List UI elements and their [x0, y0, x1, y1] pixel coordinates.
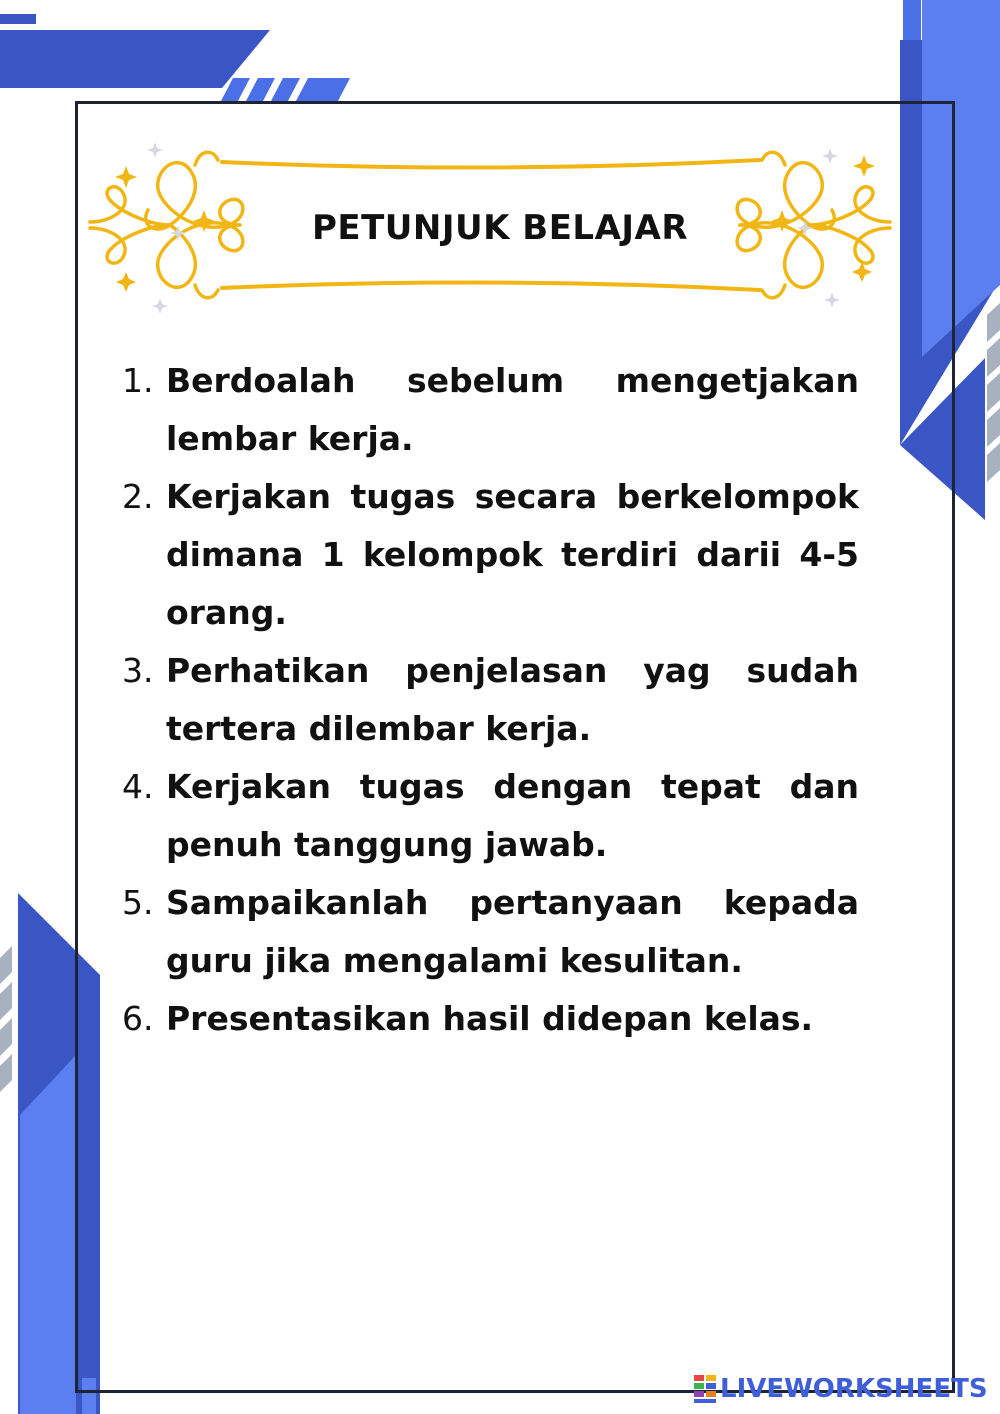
item-text: Berdoalah sebelum mengetjakan lembar kerja.: [166, 361, 859, 458]
item-number: 3.: [122, 651, 154, 690]
item-number: 1.: [122, 361, 154, 400]
list-item: [122, 642, 859, 758]
item-text: Kerjakan tugas dengan tepat dan penuh tanggung jawab.: [166, 767, 859, 864]
liveworksheets-brand[interactable]: [694, 1372, 988, 1406]
list-item: [122, 468, 859, 642]
brand-text: LIVEWORKSHEETS: [720, 1374, 988, 1404]
list-item: [122, 352, 859, 468]
item-text: Sampaikanlah pertanyaan kepada guru jika mengalami kesulitan.: [166, 883, 859, 980]
item-number: 2.: [122, 477, 154, 516]
list-item: [122, 990, 859, 1048]
ornament-line-bottom: [222, 282, 760, 290]
right-flourish-icon: [737, 152, 890, 298]
item-number: 6.: [122, 999, 154, 1038]
item-number: 5.: [122, 883, 154, 922]
left-flourish-icon: [90, 152, 243, 298]
instruction-list: [122, 352, 859, 1048]
item-text: Perhatikan penjelasan yag sudah tertera dilembar kerja.: [166, 651, 859, 748]
item-text: Kerjakan tugas secara berkelompok dimana 1 kelompok terdiri darii 4-5 orang.: [166, 477, 859, 632]
item-text: Presentasikan hasil didepan kelas.: [166, 999, 814, 1038]
ornament-line-top: [222, 160, 760, 168]
liveworksheets-logo-icon: [694, 1375, 716, 1403]
list-item: [122, 874, 859, 990]
page-title: PETUNJUK BELAJAR: [311, 208, 689, 248]
list-item: [122, 758, 859, 874]
item-number: 4.: [122, 767, 154, 806]
